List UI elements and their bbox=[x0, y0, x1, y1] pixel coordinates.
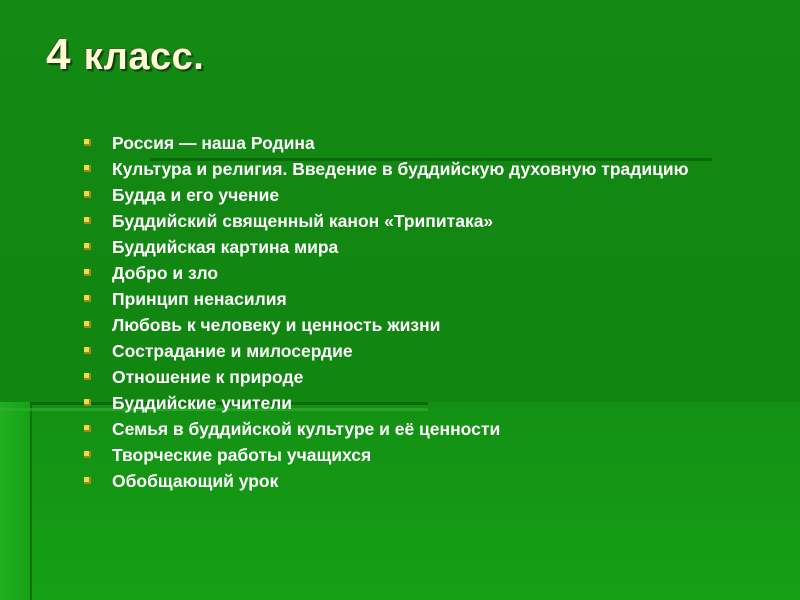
square-bullet-icon bbox=[84, 217, 91, 224]
square-bullet-icon bbox=[84, 243, 91, 250]
list-item-text: Россия — наша Родина bbox=[112, 133, 315, 153]
square-bullet-icon bbox=[84, 269, 91, 276]
list-item bbox=[84, 134, 734, 153]
square-bullet-icon bbox=[84, 451, 91, 458]
slide-title-word: класс. bbox=[83, 36, 205, 78]
list-item-text: Культура и религия. Введение в буддийскую духовную традицию bbox=[112, 159, 689, 179]
square-bullet-icon bbox=[84, 347, 91, 354]
square-bullet-icon bbox=[84, 399, 91, 406]
square-bullet-icon bbox=[84, 191, 91, 198]
list-item bbox=[84, 446, 734, 465]
list-item bbox=[84, 264, 734, 283]
list-item-text: Сострадание и милосердие bbox=[112, 341, 353, 361]
list-item bbox=[84, 472, 734, 491]
list-item-text: Принцип ненасилия bbox=[112, 289, 287, 309]
slide-title-number: 4 bbox=[46, 30, 84, 79]
list-item bbox=[84, 420, 734, 439]
list-item bbox=[84, 212, 734, 231]
list-item-text: Творческие работы учащихся bbox=[112, 445, 372, 465]
list-item bbox=[84, 368, 734, 387]
list-item-text: Буддийские учители bbox=[112, 393, 293, 413]
list-item bbox=[84, 160, 734, 179]
list-item bbox=[84, 394, 734, 413]
square-bullet-icon bbox=[84, 321, 91, 328]
list-item bbox=[84, 316, 734, 335]
list-item-text: Отношение к природе bbox=[112, 367, 304, 387]
square-bullet-icon bbox=[84, 139, 91, 146]
slide-title bbox=[46, 30, 204, 80]
list-item-text: Семья в буддийской культуре и её ценности bbox=[112, 419, 501, 439]
list-item bbox=[84, 238, 734, 257]
square-bullet-icon bbox=[84, 295, 91, 302]
topic-list bbox=[84, 134, 734, 498]
list-item-text: Любовь к человеку и ценность жизни bbox=[112, 315, 441, 335]
decorative-panel-edge bbox=[30, 402, 32, 600]
list-item-text: Буддийский священный канон «Трипитака» bbox=[112, 211, 494, 231]
square-bullet-icon bbox=[84, 425, 91, 432]
square-bullet-icon bbox=[84, 165, 91, 172]
list-item bbox=[84, 342, 734, 361]
square-bullet-icon bbox=[84, 477, 91, 484]
list-item bbox=[84, 290, 734, 309]
list-item bbox=[84, 186, 734, 205]
list-item-text: Будда и его учение bbox=[112, 185, 280, 205]
decorative-panel-left bbox=[0, 402, 30, 600]
square-bullet-icon bbox=[84, 373, 91, 380]
list-item-text: Буддийская картина мира bbox=[112, 237, 339, 257]
list-item-text: Обобщающий урок bbox=[112, 471, 279, 491]
list-item-text: Добро и зло bbox=[112, 263, 219, 283]
